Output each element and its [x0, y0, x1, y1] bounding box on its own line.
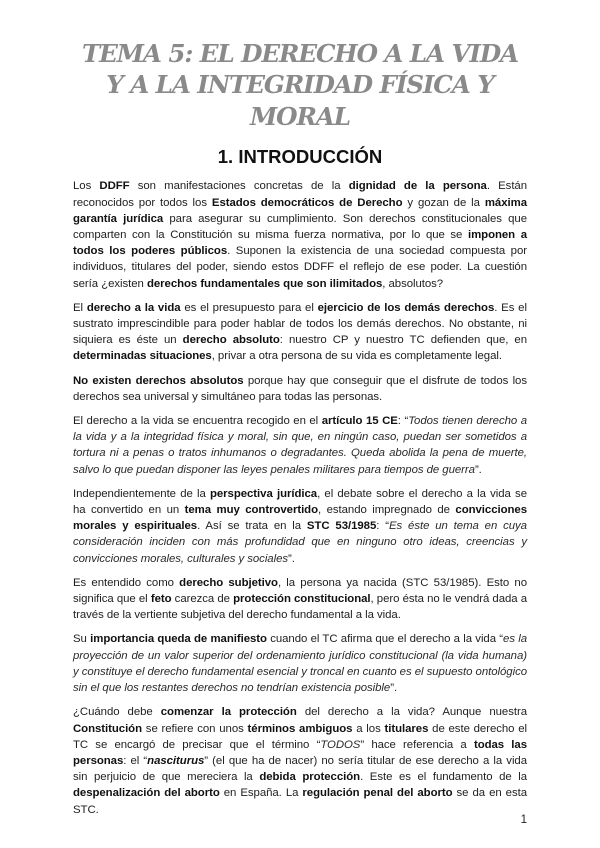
- text-run: Su: [73, 633, 91, 646]
- text-run: : el “: [123, 754, 148, 767]
- bold-text: tema muy controvertido: [184, 504, 318, 517]
- bold-text: determinadas situaciones: [73, 350, 212, 363]
- text-run: carezca de: [171, 593, 234, 606]
- text-run: , privar a otra persona de su vida es completamente legal.: [211, 350, 502, 363]
- text-run: de este derecho el TC se encargó de precisar que el término “: [73, 722, 528, 751]
- text-run: para asegurar su cumplimiento. Son derechos constitucionales que comparten con la Constitución su misma fuerza normativa, por lo que se: [73, 212, 527, 242]
- text-run: en España. La: [219, 787, 303, 800]
- text-run: Los: [73, 180, 100, 193]
- quoted-text: es la proyección de un valor superior del ordenamiento jurídico constitucional (la vida humana) y constituye el derecho fundamental esencial y troncal en cuanto es el supuesto ontológico sin el que los restantes derechos no tendrían existencia posible: [73, 633, 528, 695]
- text-run: ”.: [474, 463, 482, 476]
- text-run: : “: [376, 520, 389, 533]
- bold-text: importancia queda de manifiesto: [90, 633, 267, 646]
- text-run: del derecho a la vida? Aunque nuestra: [296, 706, 527, 719]
- bold-text: STC 53/1985: [306, 520, 377, 533]
- text-run: , absolutos?: [382, 277, 444, 290]
- paragraph-8: [73, 704, 527, 817]
- text-run: se da en esta STC.: [73, 787, 527, 816]
- bold-text: dignidad de la persona: [348, 180, 487, 193]
- text-run: . Están reconocidos por todos los: [73, 180, 527, 209]
- bold-text: términos ambiguos: [247, 722, 353, 735]
- bold-text: protección constitucional: [233, 593, 371, 606]
- text-run: Es entendido como: [73, 576, 180, 589]
- document-body: [73, 178, 527, 817]
- paragraph-4: [73, 413, 527, 478]
- paragraph-5: [73, 486, 527, 567]
- text-run: y gozan de la: [402, 196, 485, 209]
- text-run: ” hace referencia a: [360, 738, 474, 751]
- bold-text: artículo 15 CE: [321, 415, 398, 428]
- quoted-text: Todos tienen derecho a la vida y a la integridad física y moral, sin que, en ningún caso, puedan ser sometidos a tortura ni a penas o tratos inhumanos o degradantes. Queda abolida la pena de muerte, salvo lo que puedan disponer las leyes penales militares para tiempos de guerra: [73, 415, 527, 476]
- text-run: . Así se trata en la: [197, 520, 307, 533]
- section-heading: 1. INTRODUCCIÓN: [217, 146, 383, 168]
- text-run: , pero ésta no le vendrá dada a través de la vertiente subjetiva del derecho fundamental a la vida.: [73, 593, 528, 622]
- paragraph-2: [73, 300, 527, 365]
- bold-text: nasciturus: [147, 754, 205, 767]
- bold-text: convicciones morales y espirituales: [73, 504, 527, 533]
- page-title: TEMA 5: EL DERECHO A LA VIDA Y A LA INTEGRIDAD FÍSICA Y MORAL: [81, 39, 519, 131]
- bold-text: debida protección: [259, 771, 361, 784]
- text-run: porque hay que conseguir que el disfrute de todos los derechos sea universal y simultáneo para todas las personas.: [73, 374, 527, 403]
- bold-text: comenzar la protección: [160, 706, 297, 719]
- bold-text: máxima garantía jurídica: [73, 196, 527, 225]
- bold-text: derecho subjetivo: [179, 576, 278, 589]
- bold-text: imponen a todos los poderes públicos: [73, 229, 527, 258]
- text-run: , la persona ya nacida (STC 53/1985). Esto no significa que el: [73, 576, 527, 606]
- bold-text: derecho a la vida: [86, 301, 181, 314]
- bold-text: despenalización del aborto: [73, 787, 220, 800]
- text-run: , el debate sobre el derecho a la vida se ha convertido en un: [73, 487, 527, 517]
- text-run: El: [73, 301, 87, 314]
- page-number: 1: [520, 814, 527, 826]
- paragraph-7: [73, 631, 527, 696]
- text-run: es el presupuesto para el: [180, 301, 318, 314]
- text-run: se refiere con unos: [142, 722, 248, 735]
- text-run: : “: [397, 415, 409, 428]
- text-run: son manifestaciones concretas de la: [129, 180, 349, 193]
- text-run: . Suponen la existencia de una sociedad compuesta por individuos, titulares del poder, siendo estos DDFF el reflejo de ese poder. La cuestión sería ¿existen: [73, 245, 527, 290]
- text-run: ”.: [390, 682, 398, 695]
- bold-text: perspectiva jurídica: [209, 487, 318, 500]
- text-run: . Es el sustrato imprescindible para poder hablar de todos los demás derechos. No obstante, ni siquiera es éste un: [73, 301, 527, 347]
- bold-text: Estados democráticos de Derecho: [211, 196, 403, 209]
- paragraph-3: [73, 373, 527, 405]
- quoted-text: Es éste un tema en cuya consideración inciden con más profundidad que en ninguno otro ideas, creencias y convicciones morales, culturales y sociales: [73, 520, 527, 565]
- text-run: ¿Cuándo debe: [73, 706, 161, 719]
- paragraph-1: [73, 178, 527, 291]
- bold-text: No existen derechos absolutos: [73, 374, 244, 387]
- bold-text: derecho absoluto: [182, 334, 280, 347]
- paragraph-6: [73, 575, 527, 624]
- text-run: , estando impregnado de: [318, 504, 456, 517]
- bold-text: feto: [150, 593, 172, 606]
- bold-text: titulares: [384, 722, 429, 735]
- text-run: El derecho a la vida se encuentra recogido en el: [73, 415, 322, 428]
- text-run: Independientemente de la: [73, 487, 210, 500]
- text-run: ” (el que ha de nacer) no sería titular de ese derecho a la vida sin perjuicio de que mereciera la: [73, 754, 527, 784]
- bold-text: DDFF: [99, 180, 130, 193]
- text-run: : nuestro CP y nuestro TC defienden que, en: [279, 334, 527, 347]
- bold-text: derechos fundamentales que son ilimitados: [146, 277, 383, 290]
- bold-text: ejercicio de los demás derechos: [317, 301, 495, 314]
- bold-text: regulación penal del aborto: [302, 787, 453, 800]
- quoted-text: TODOS: [320, 738, 361, 751]
- text-run: ”.: [288, 552, 295, 565]
- text-run: . Este es el fundamento de la: [360, 771, 528, 784]
- text-run: a los: [352, 722, 385, 735]
- bold-text: Constitución: [73, 722, 143, 735]
- text-run: cuando el TC afirma que el derecho a la vida “: [266, 633, 504, 646]
- bold-text: todas las personas: [73, 738, 527, 767]
